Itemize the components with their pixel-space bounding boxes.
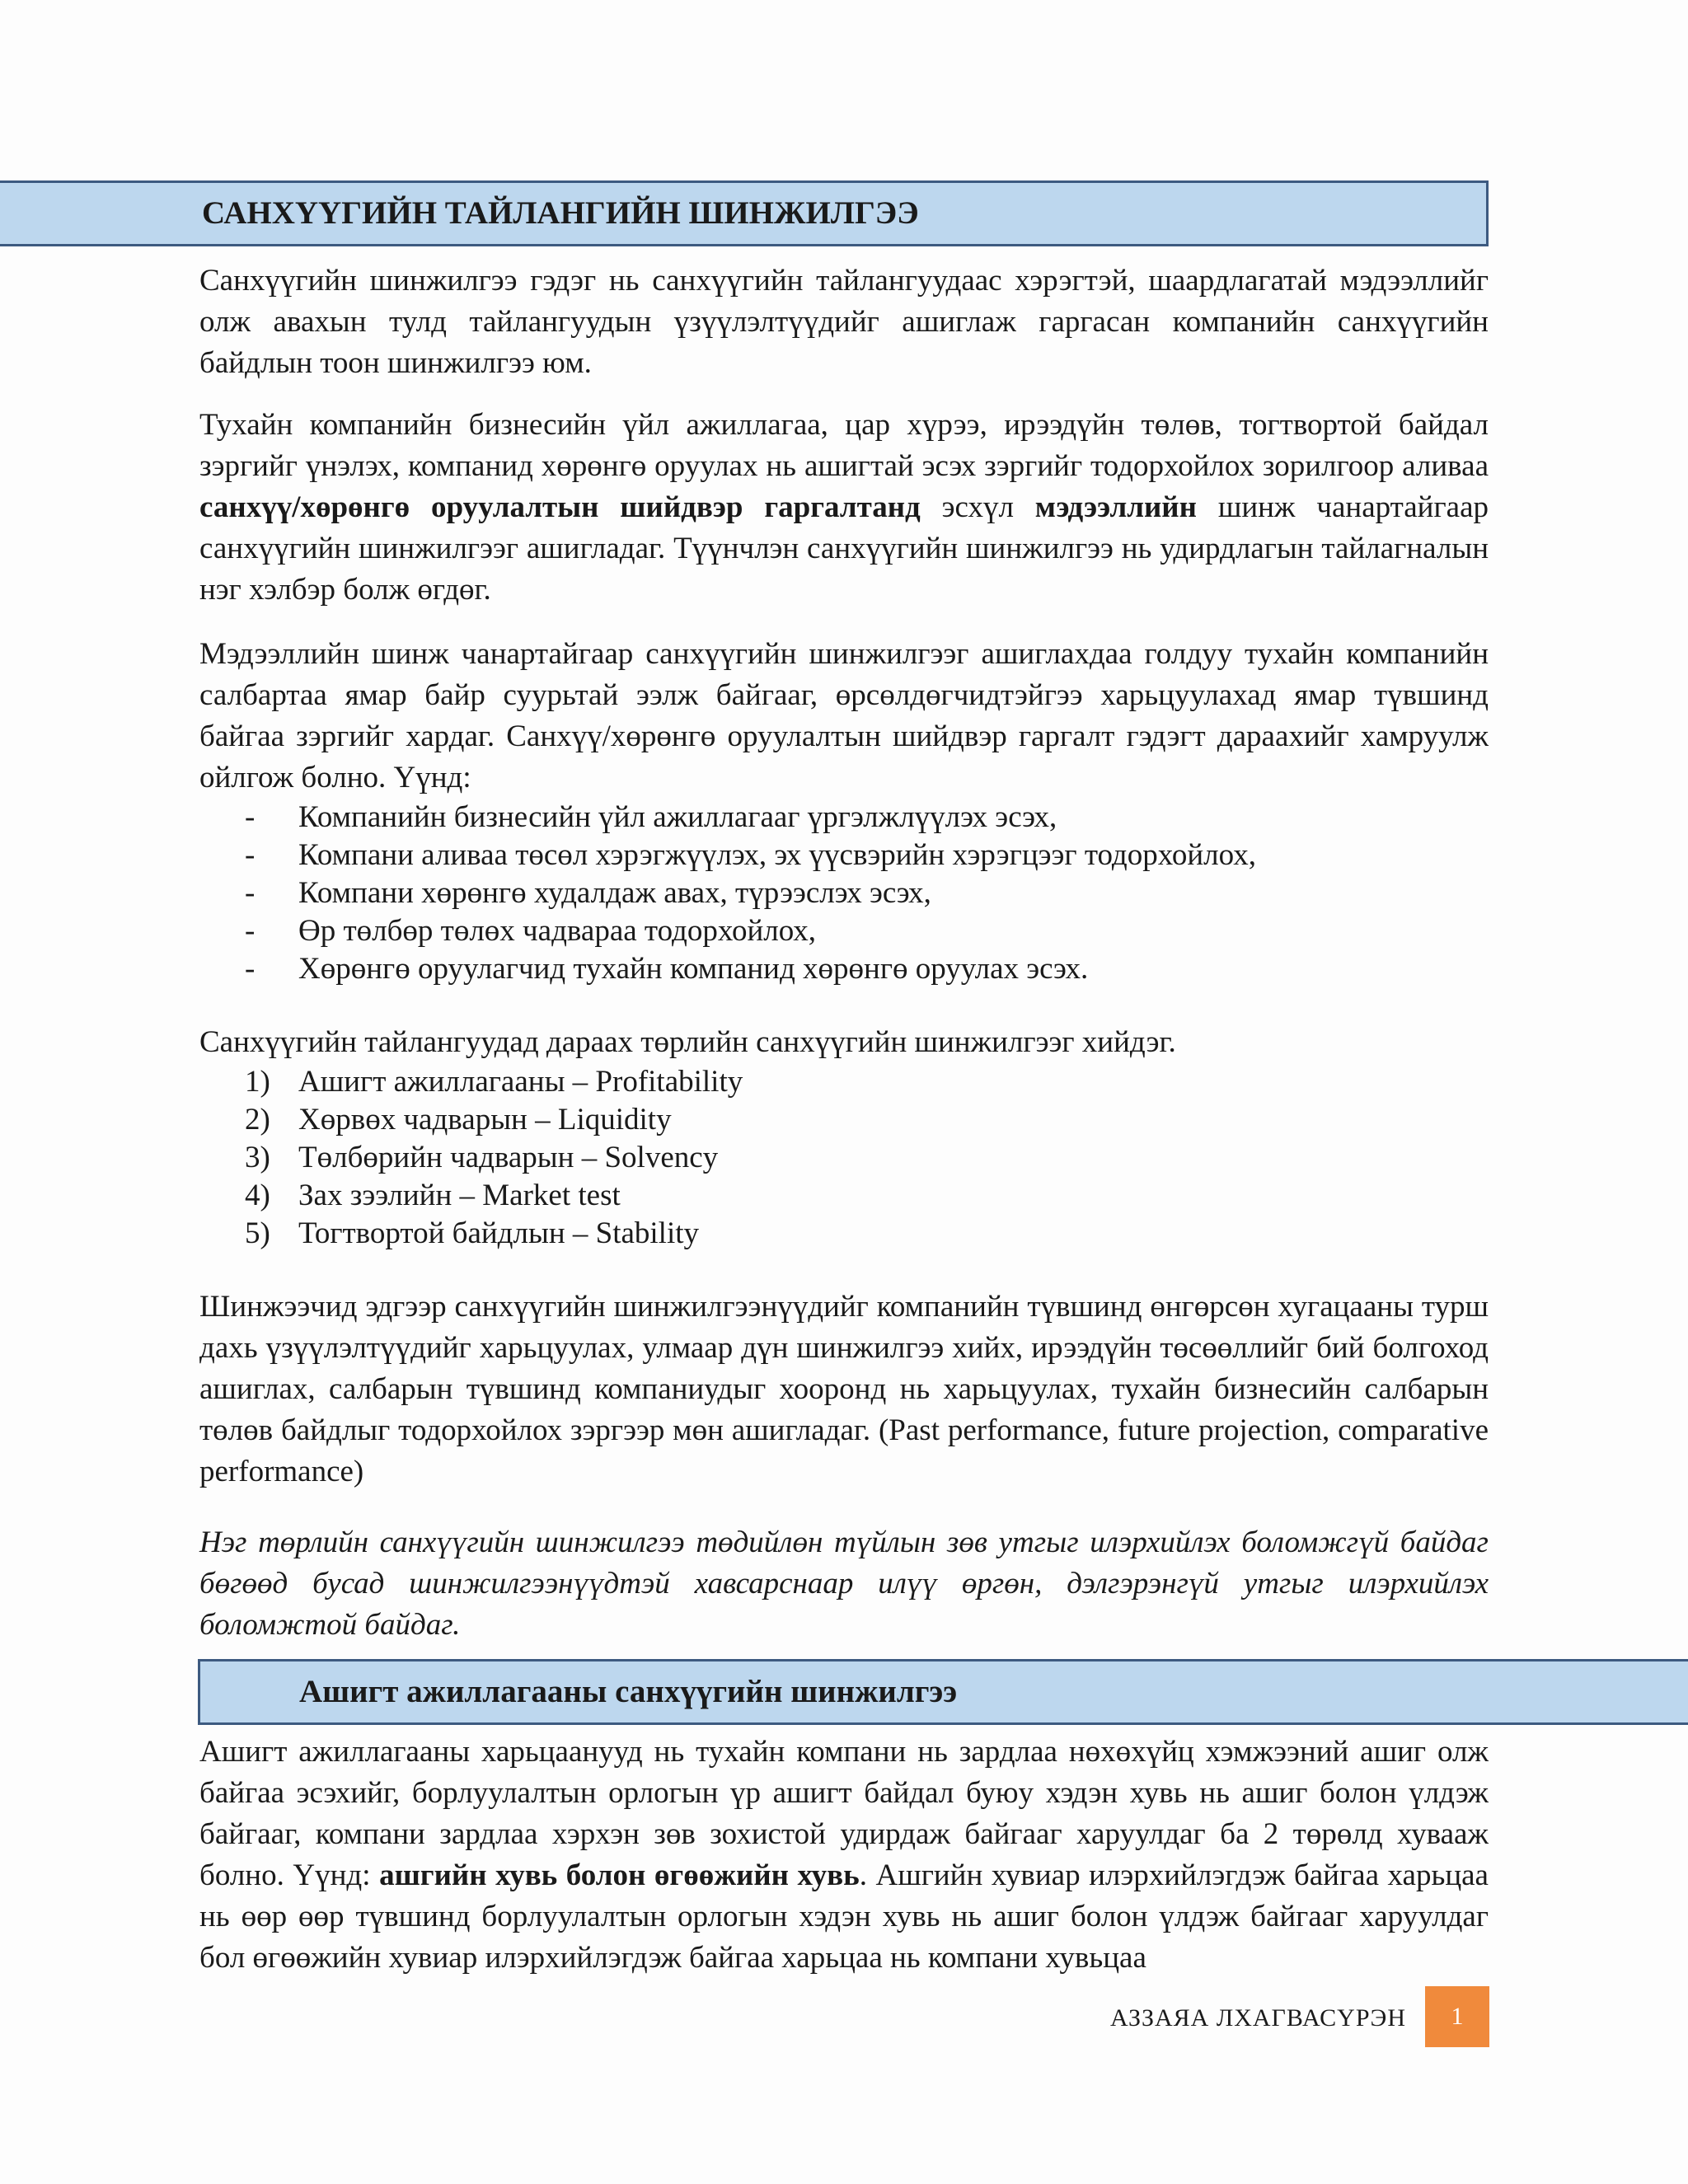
list-number: 1) xyxy=(245,1065,270,1099)
list-item-text: Компани аливаа төсөл хэрэгжүүлэх, эх үүсвэрийн хэрэгцээг тодорхойлох, xyxy=(298,838,1256,872)
paragraph-text: эсхүл xyxy=(920,490,1035,524)
list-item-text: Ашигт ажиллагааны – Profitability xyxy=(298,1065,743,1099)
list-item xyxy=(199,950,1489,988)
list-item-text: Зах зээлийн – Market test xyxy=(298,1179,621,1212)
list-item xyxy=(199,1215,1489,1253)
list-number: 3) xyxy=(245,1141,270,1174)
list-item xyxy=(199,799,1489,837)
paragraph-purpose xyxy=(199,405,1489,611)
list-item xyxy=(199,1139,1489,1177)
section-heading-bar xyxy=(0,180,1489,246)
paragraph-profitability xyxy=(199,1732,1489,1979)
list-item-text: Компанийн бизнесийн үйл ажиллагааг үргэлжлүүлэх эсэх, xyxy=(298,800,1057,834)
footer-author: АЗЗАЯА ЛХАГВАСҮРЭН xyxy=(1110,2004,1406,2032)
list-item xyxy=(199,837,1489,874)
list-item-text: Тогтвортой байдлын – Stability xyxy=(298,1216,700,1250)
list-item xyxy=(199,1063,1489,1101)
paragraph-text: Ашигт ажиллагааны харьцаанууд нь тухайн компани нь зардлаа нөхөхүйц хэмжээний ашиг олж байгаа эсэхийг, борлуулалтын орлогын үр ашигт байдал буюу хэдэн хувь нь ашиг болон үлдэж байгааг, компани зардлаа хэрхэн зөв зохистой удирдаж байгааг харуулдаг ба 2 төрөлд хувааж болно. Үүнд: xyxy=(199,1735,1489,1892)
list-item xyxy=(199,1101,1489,1139)
paragraph-note-italic: Нэг төрлийн санхүүгийн шинжилгээ төдийлөн түйлын зөв утгыг илэрхийлэх боломжгүй байдаг бөгөөд бусад шинжилгээнүүдтэй хавсарснаар илүү өргөн, дэлгэрэнгүй утгыг илэрхийлэх боломжтой байдаг. xyxy=(199,1526,1489,1642)
bold-term: санхүү/хөрөнгө оруулалтын шийдвэр гаргалтанд xyxy=(199,490,921,524)
subheading: Ашигт ажиллагааны санхүүгийн шинжилгээ xyxy=(299,1674,958,1709)
section-heading: САНХҮҮГИЙН ТАЙЛАНГИЙН ШИНЖИЛГЭЭ xyxy=(202,195,919,231)
page-number: 1 xyxy=(1425,1986,1489,2047)
list-item-text: Өр төлбөр төлөх чадвараа тодорхойлох, xyxy=(298,914,817,948)
bullet-mark: - xyxy=(245,800,256,834)
list-item-text: Хөрвөх чадварын – Liquidity xyxy=(298,1103,672,1137)
subheading-bar xyxy=(198,1659,1688,1725)
paragraph-analysts: Шинжээчид эдгээр санхүүгийн шинжилгээнүүдийг компанийн түвшинд өнгөрсөн хугацааны турш дахь үзүүлэлтүүдийг харьцуулах, улмаар дүн шинжилгээ хийх, ирээдүйн төсөөллийг бий болгоход ашиглах, салбарын түвшинд компаниудыг хооронд нь харьцуулах, тухайн бизнесийн салбарын төлөв байдлыг тодорхойлох зэргээр мөн ашигладаг. (Past performance, future projection, comparative performance) xyxy=(199,1290,1489,1488)
bullet-mark: - xyxy=(245,952,256,986)
bullet-mark: - xyxy=(245,838,256,872)
paragraph-information: Мэдээллийн шинж чанартайгаар санхүүгийн шинжилгээг ашиглахдаа голдуу тухайн компанийн салбартаа ямар байр суурьтай ээлж байгааг, өрсөлдөгчидтэйгээ харьцуулахад ямар түвшинд байгаа зэргийг хардаг. Санхүү/хөрөнгө оруулалтын шийдвэр гаргалт гэдэгт дараахийг хамруулж ойлгож болно. Үүнд: xyxy=(199,637,1489,794)
list-number: 2) xyxy=(245,1103,270,1137)
list-item-text: Компани хөрөнгө худалдаж авах, түрээслэх эсэх, xyxy=(298,876,931,910)
paragraph-definition: Санхүүгийн шинжилгээ гэдэг нь санхүүгийн тайлангуудаас хэрэгтэй, шаардлагатай мэдээллийг олж авахын тулд тайлангуудын үзүүлэлтүүдийг ашиглаж гаргасан компанийн санхүүгийн байдлын тоон шинжилгээ юм. xyxy=(199,264,1489,380)
list-item xyxy=(199,912,1489,950)
list-item-text: Хөрөнгө оруулагчид тухайн компанид хөрөнгө оруулах эсэх. xyxy=(298,952,1089,986)
bullet-mark: - xyxy=(245,914,256,948)
paragraph-text: шинж чанартайгаар санхүүгийн шинжилгээг ашигладаг. Түүнчлэн санхүүгийн шинжилгээ нь удирдлагын тайлагналын нэг хэлбэр болж өгдөг. xyxy=(199,490,1489,607)
bold-term: мэдээллийн xyxy=(1034,490,1197,524)
numbered-list xyxy=(199,1063,1489,1253)
paragraph-analysis-types: Санхүүгийн тайлангуудад дараах төрлийн санхүүгийн шинжилгээг хийдэг. xyxy=(199,1025,1176,1059)
bold-term: ашгийн хувь болон өгөөжийн хувь xyxy=(379,1858,860,1892)
list-number: 5) xyxy=(245,1216,270,1250)
bullet-mark: - xyxy=(245,876,256,910)
paragraph-text: Тухайн компанийн бизнесийн үйл ажиллагаа, цар хүрээ, ирээдүйн төлөв, тогтвортой байдал зэргийг үнэлэх, компанид хөрөнгө оруулах нь ашигтай эсэх зэргийг тодорхойлох зорилгоор аливаа xyxy=(199,408,1489,483)
bullet-list xyxy=(199,799,1489,988)
list-item xyxy=(199,1177,1489,1215)
paragraph-text: . Ашгийн хувиар илэрхийлэгдэж байгаа харьцаа нь өөр өөр түвшинд борлуулалтын орлогын хэдэн хувь нь ашиг болон үлдэж байгааг харуулдаг бол өгөөжийн хувиар илэрхийлэгдэж байгаа харьцаа нь компани хувьцаа xyxy=(199,1858,1489,1975)
list-item xyxy=(199,874,1489,912)
list-number: 4) xyxy=(245,1179,270,1212)
list-item-text: Төлбөрийн чадварын – Solvency xyxy=(298,1141,719,1174)
